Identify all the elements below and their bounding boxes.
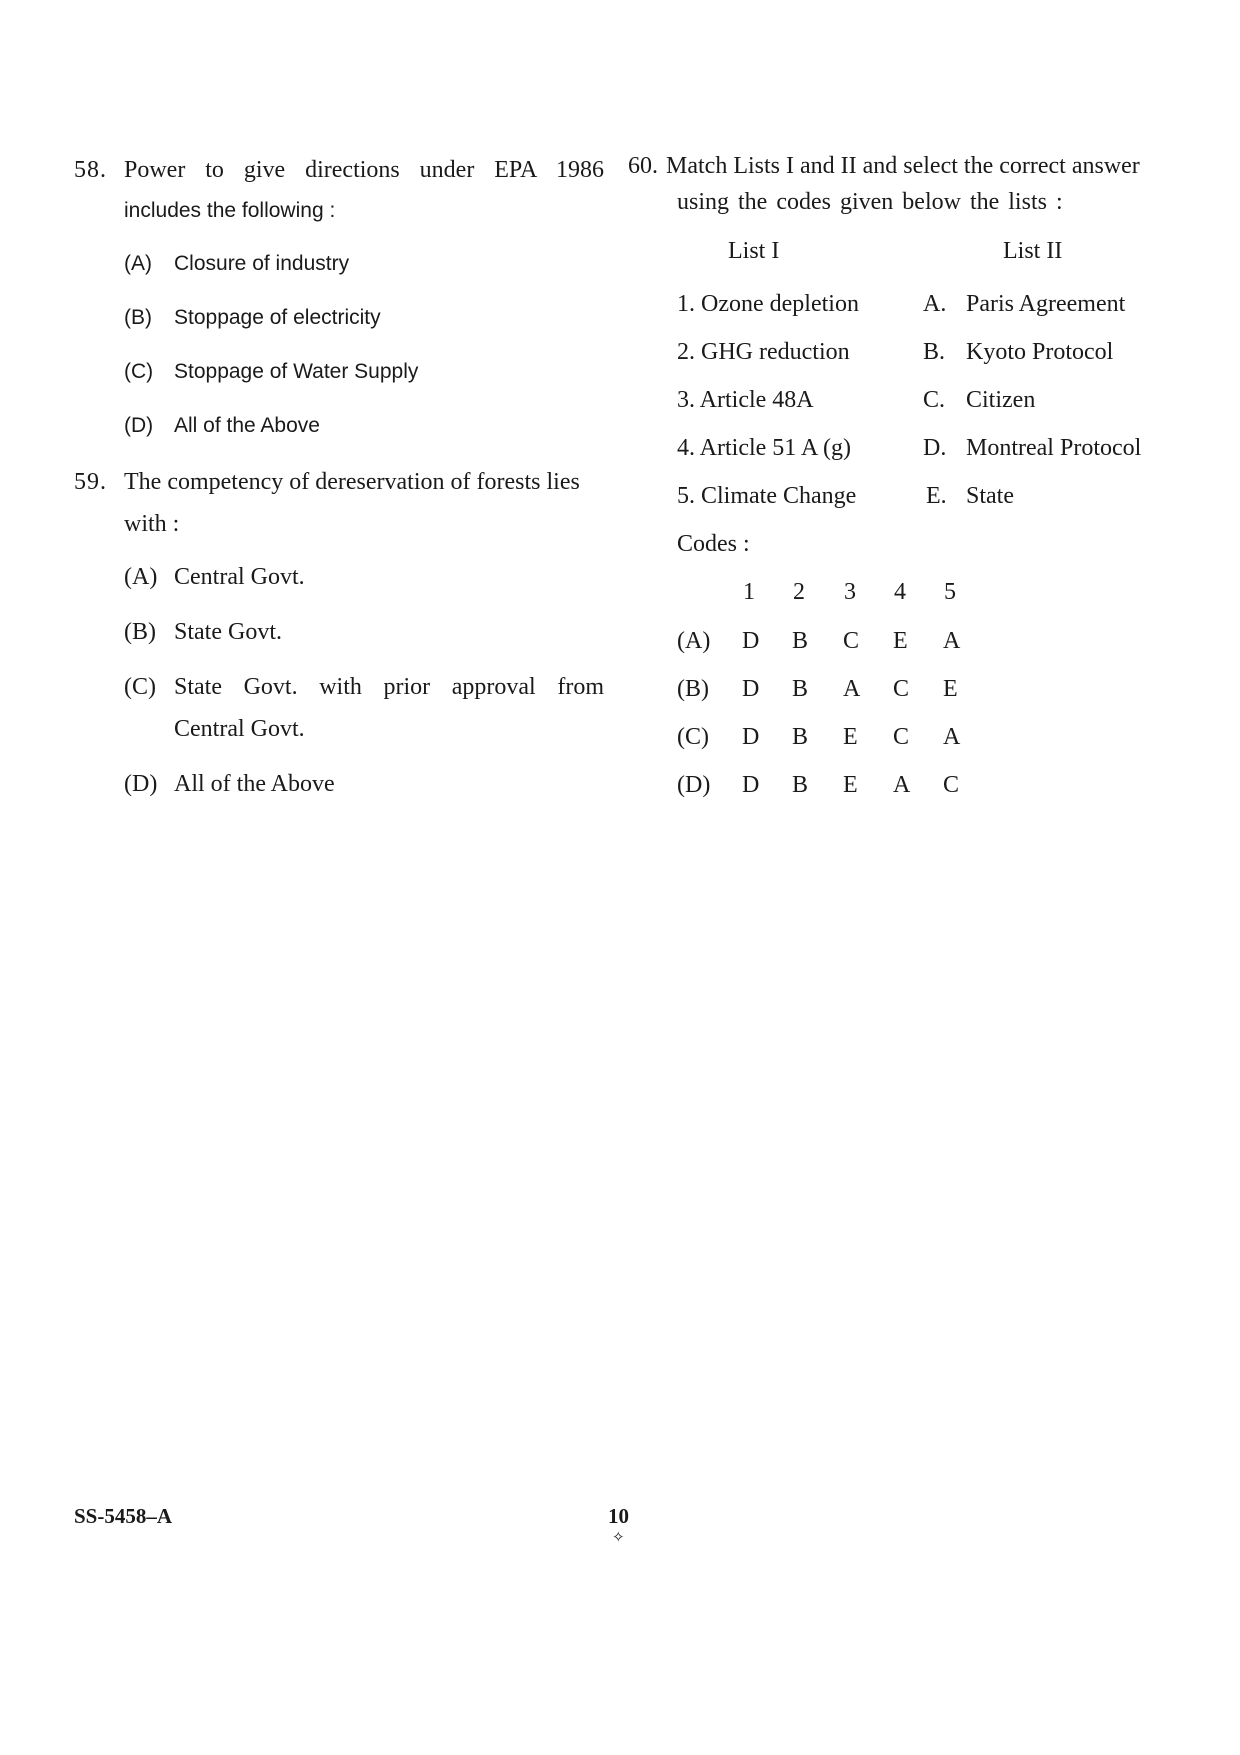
list2-label: A. [923, 291, 947, 317]
code-column-header: 3 [844, 579, 856, 605]
code-cell: E [843, 724, 858, 750]
list2-text: State [966, 483, 1014, 509]
code-cell: A [943, 628, 961, 654]
code-column-header: 4 [894, 579, 906, 605]
list2-label: D. [923, 435, 947, 461]
list2-header: List II [1003, 238, 1063, 264]
code-row-label: (A) [677, 628, 711, 654]
q58-option-c-label: (C) [124, 360, 154, 383]
code-cell: E [893, 628, 908, 654]
q59-number: 59. [74, 469, 107, 495]
q58-option-a-text: Closure of industry [174, 252, 350, 275]
list1-item: 2. GHG reduction [677, 339, 850, 365]
code-column-header: 2 [793, 579, 805, 605]
code-cell: A [893, 772, 911, 798]
code-cell: A [843, 676, 861, 702]
q59-option-b-text: State Govt. [174, 619, 282, 645]
code-cell: E [843, 772, 858, 798]
code-cell: C [943, 772, 960, 798]
q58-option-c-text: Stoppage of Water Supply [174, 360, 419, 383]
code-cell: B [792, 628, 809, 654]
code-row-label: (D) [677, 772, 711, 798]
q59-option-b-label: (B) [124, 619, 156, 645]
ornament-icon: ✧ [612, 1528, 625, 1546]
list2-text: Citizen [966, 387, 1036, 413]
code-column-header: 1 [743, 579, 755, 605]
code-cell: B [792, 676, 809, 702]
code-cell: C [893, 724, 910, 750]
q59-option-a-label: (A) [124, 564, 158, 590]
q58-stem-line2: includes the following : [124, 199, 336, 222]
code-cell: D [742, 628, 760, 654]
q60-number: 60. [628, 153, 658, 179]
q59-stem-line1: The competency of dereservation of forests lies [124, 469, 580, 495]
list1-item: 1. Ozone depletion [677, 291, 859, 317]
code-cell: D [742, 676, 760, 702]
q58-stem-line1: Power to give directions under EPA 1986 [124, 157, 604, 183]
q59-option-c-text: State Govt. with prior approval from [174, 674, 604, 700]
list2-text: Paris Agreement [966, 291, 1126, 317]
list2-text: Montreal Protocol [966, 435, 1142, 461]
page-number: 10 [608, 1504, 629, 1528]
q59-option-c-label: (C) [124, 674, 156, 700]
q59-stem-line2: with : [124, 511, 180, 537]
code-cell: C [893, 676, 910, 702]
q58-option-a-label: (A) [124, 252, 152, 275]
list2-label: B. [923, 339, 946, 365]
code-column-header: 5 [944, 579, 956, 605]
code-cell: D [742, 724, 760, 750]
list1-item: 4. Article 51 A (g) [677, 435, 851, 461]
q58-option-d-label: (D) [124, 414, 154, 437]
codes-label: Codes : [677, 531, 750, 557]
paper-code: SS-5458–A [74, 1504, 173, 1528]
code-cell: A [943, 724, 961, 750]
list2-label: C. [923, 387, 946, 413]
q60-stem-line1: Match Lists I and II and select the correct answer [666, 153, 1140, 179]
code-cell: B [792, 724, 809, 750]
q58-number: 58. [74, 157, 107, 183]
code-cell: B [792, 772, 809, 798]
list2-label: E. [926, 483, 947, 509]
q59-option-c-line2: Central Govt. [174, 716, 305, 742]
q58-option-d-text: All of the Above [174, 414, 320, 437]
q58-option-b-text: Stoppage of electricity [174, 306, 381, 329]
code-cell: E [943, 676, 958, 702]
code-cell: C [843, 628, 860, 654]
q59-option-d-text: All of the Above [174, 771, 335, 797]
code-row-label: (B) [677, 676, 709, 702]
q58-option-b-label: (B) [124, 306, 152, 329]
q59-option-d-label: (D) [124, 771, 158, 797]
code-cell: D [742, 772, 760, 798]
q60-stem-line2: using the codes given below the lists : [677, 189, 1063, 215]
list1-item: 3. Article 48A [677, 387, 814, 413]
code-row-label: (C) [677, 724, 709, 750]
list1-item: 5. Climate Change [677, 483, 857, 509]
list2-text: Kyoto Protocol [966, 339, 1114, 365]
list1-header: List I [728, 238, 780, 264]
q59-option-a-text: Central Govt. [174, 564, 305, 590]
